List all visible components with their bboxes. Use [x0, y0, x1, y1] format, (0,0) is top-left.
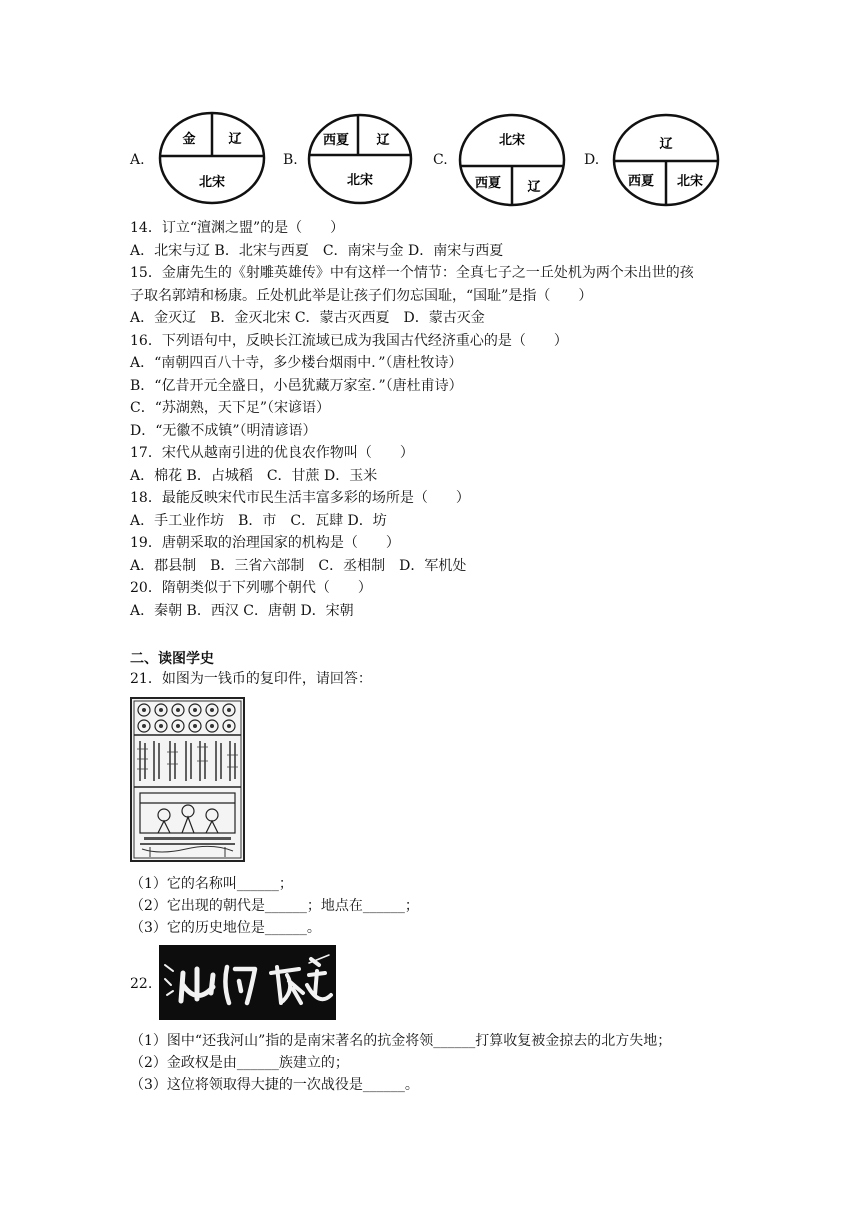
region-label: 北宋	[498, 133, 526, 148]
q18-stem: 18．最能反映宋代市民生活丰富多彩的场所是（ ）	[130, 490, 470, 506]
option-a-label: A.	[130, 152, 145, 168]
q19-stem: 19．唐朝采取的治理国家的机构是（ ）	[130, 535, 400, 551]
q21-sub-2: （2）它出现的朝代是______；地点在______；	[130, 898, 419, 914]
region-label: 西夏	[474, 176, 502, 191]
region-label: 北宋	[346, 173, 374, 188]
banknote-image	[130, 697, 245, 862]
option-c-label: C.	[433, 152, 448, 168]
q21-sub-1: （1）它的名称叫______；	[130, 876, 293, 892]
region-label: 金	[182, 132, 196, 147]
q21-stem: 21．如图为一钱币的复印件，请回答：	[130, 671, 372, 687]
region-label: 北宋	[676, 174, 704, 189]
option-a-figure	[157, 110, 267, 210]
q22-sub-1: （1）图中“还我河山”指的是南宋著名的抗金将领______打算收复被金掠去的北方失地；	[130, 1033, 672, 1049]
q14-options: A．北宋与辽 B．北宋与西夏 C．南宋与金 D．南宋与西夏	[130, 243, 504, 259]
option-b-figure	[306, 112, 414, 210]
q21-sub-3: （3）它的历史地位是______。	[130, 920, 321, 936]
region-label: 辽	[527, 180, 541, 195]
region-label: 辽	[376, 133, 390, 148]
region-label: 西夏	[322, 133, 350, 148]
q17-stem: 17．宋代从越南引进的优良农作物叫（ ）	[130, 445, 414, 461]
q18-options: A．手工业作坊 B．市 C．瓦肆 D．坊	[130, 513, 387, 529]
q19-options: A．郡县制 B．三省六部制 C．丞相制 D．军机处	[130, 558, 467, 574]
q20-stem: 20．隋朝类似于下列哪个朝代（ ）	[130, 580, 372, 596]
q16-option-b: B．“亿昔开元全盛日，小邑犹藏万家室．”（唐杜甫诗）	[130, 378, 463, 394]
q22-sub-3: （3）这位将领取得大捷的一次战役是______。	[130, 1077, 419, 1093]
region-label: 北宋	[198, 175, 226, 190]
q14-stem: 14．订立“澶渊之盟”的是（ ）	[130, 220, 345, 236]
region-label: 辽	[659, 137, 673, 152]
q17-options: A．棉花 B．占城稻 C．甘蔗 D．玉米	[130, 468, 378, 484]
q22-number: 22.	[130, 976, 153, 992]
q15-stem-line1: 15．金庸先生的《射雕英雄传》中有这样一个情节：全真七子之一丘处机为两个未出世的孩	[130, 265, 694, 281]
region-label: 西夏	[627, 174, 655, 189]
q20-options: A．秦朝 B．西汉 C．唐朝 D．宋朝	[130, 603, 354, 619]
q15-stem-line2: 子取名郭靖和杨康。丘处机此举是让孩子们勿忘国耻，“国耻”是指（ ）	[130, 288, 593, 304]
q16-option-d: D．“无徽不成镇”（明清谚语）	[130, 423, 317, 439]
q16-stem: 16．下列语句中，反映长江流域已成为我国古代经济重心的是（ ）	[130, 333, 568, 349]
q16-option-c: C．“苏湖熟，天下足”（宋谚语）	[130, 400, 331, 416]
region-label: 辽	[228, 132, 242, 147]
option-b-label: B.	[283, 152, 298, 168]
q15-options: A．金灭辽 B．金灭北宋 C．蒙古灭西夏 D．蒙古灭金	[130, 310, 485, 326]
option-d-figure	[611, 112, 721, 212]
q16-option-a: A．“南朝四百八十寺，多少楼台烟雨中．”（唐杜牧诗）	[130, 355, 463, 371]
calligraphy-image	[159, 945, 336, 1020]
option-c-figure	[457, 112, 567, 212]
option-d-label: D.	[584, 152, 600, 168]
q22-sub-2: （2）金政权是由______族建立的；	[130, 1055, 349, 1071]
section-title: 二、读图学史	[130, 651, 214, 667]
